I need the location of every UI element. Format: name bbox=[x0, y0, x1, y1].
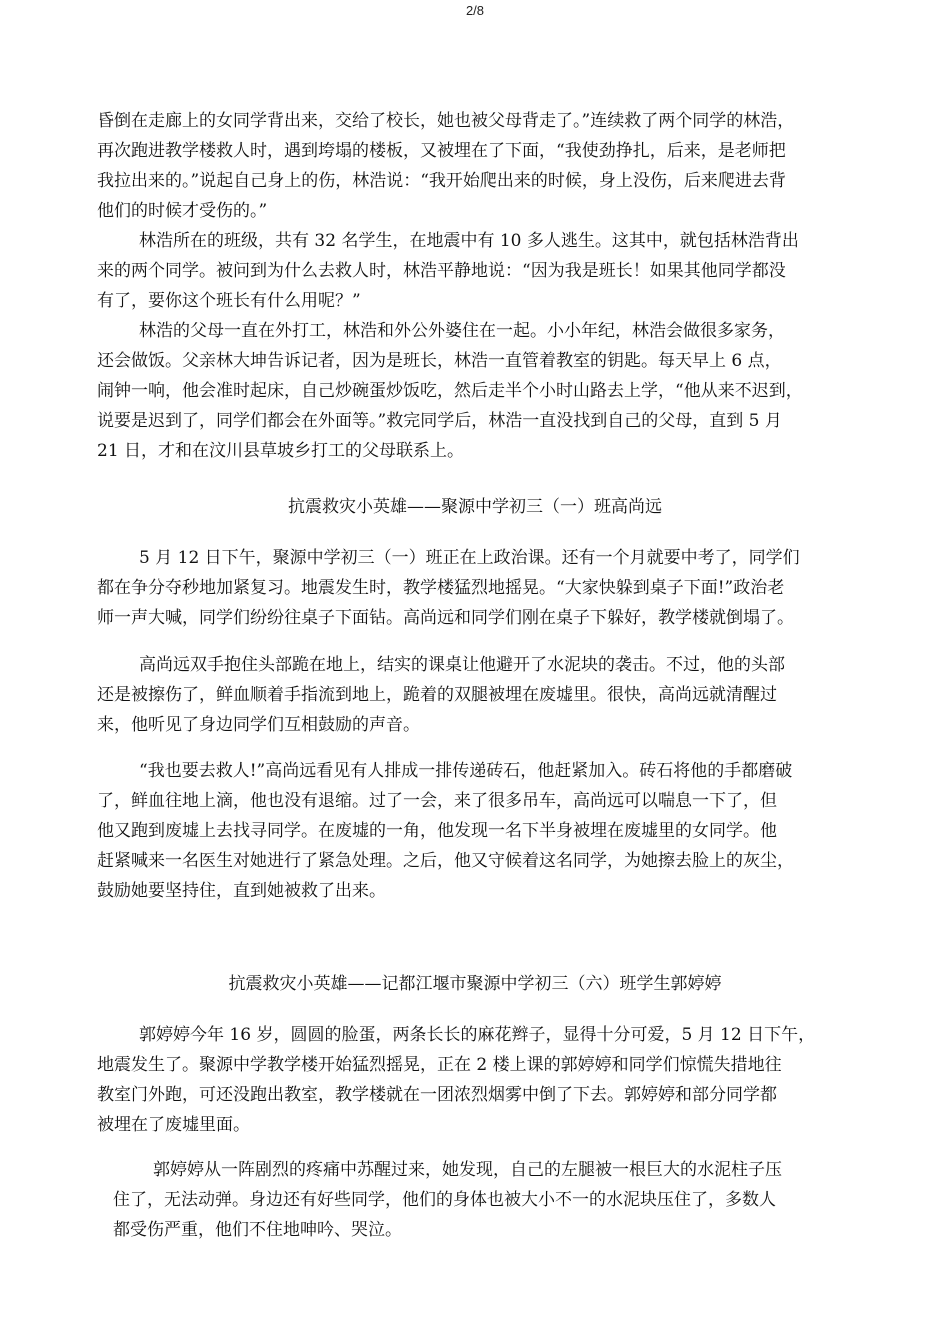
text-line: 来的两个同学。被问到为什么去救人时，林浩平静地说：“因为我是班长！如果其他同学都没 bbox=[97, 261, 786, 281]
text-line: 闹钟一响，他会准时起床，自己炒碗蛋炒饭吃，然后走半个小时山路去上学，“他从来不迟到， bbox=[97, 381, 803, 401]
story1-paragraph-1 bbox=[97, 106, 794, 226]
text-line: 郭婷婷今年 16 岁，圆圆的脸蛋，两条长长的麻花辫子，显得十分可爱，5 月 12 日下午， bbox=[139, 1025, 816, 1045]
text-line: 赶紧喊来一名医生对她进行了紧急处理。之后，他又守候着这名同学，为她擦去脸上的灰尘， bbox=[97, 851, 794, 871]
story3-paragraph-1 bbox=[97, 1020, 815, 1140]
text-line: 林浩所在的班级，共有 32 名学生，在地震中有 10 多人逃生。这其中，就包括林浩背出 bbox=[139, 231, 799, 251]
text-line: 说要是迟到了，同学们都会在外面等。”救完同学后，林浩一直没找到自己的父母，直到 5 月 bbox=[97, 411, 782, 431]
text-line: 都在争分夺秒地加紧复习。地震发生时，教学楼猛烈地摇晃。“大家快躲到桌子下面!”政治老 bbox=[97, 578, 785, 598]
text-line: 林浩的父母一直在外打工，林浩和外公外婆住在一起。小小年纪，林浩会做很多家务， bbox=[139, 321, 785, 341]
text-line: 还是被擦伤了，鲜血顺着手指流到地上，跪着的双腿被埋在废墟里。很快，高尚远就清醒过 bbox=[97, 685, 777, 705]
page-number: 2/8 bbox=[465, 3, 485, 18]
text-line: 住了，无法动弹。身边还有好些同学，他们的身体也被大小不一的水泥块压住了，多数人 bbox=[113, 1190, 776, 1210]
text-line: 有了，要你这个班长有什么用呢？” bbox=[97, 291, 361, 311]
text-line: 地震发生了。聚源中学教学楼开始猛烈摇晃，正在 2 楼上课的郭婷婷和同学们惊慌失措地往 bbox=[97, 1055, 782, 1075]
text-line: 鼓励她要坚持住，直到她被救了出来。 bbox=[97, 881, 386, 901]
text-line: 昏倒在走廊上的女同学背出来，交给了校长，她也被父母背走了。”连续救了两个同学的林浩， bbox=[97, 111, 795, 131]
text-line: 了，鲜血往地上滴，他也没有退缩。过了一会，来了很多吊车，高尚远可以喘息一下了，但 bbox=[97, 791, 777, 811]
text-line: 还会做饭。父亲林大坤告诉记者，因为是班长，林浩一直管着教室的钥匙。每天早上 6 点， bbox=[97, 351, 782, 371]
text-line: 都受伤严重，他们不住地呻吟、哭泣。 bbox=[113, 1220, 402, 1240]
text-line: 21 日，才和在汶川县草坡乡打工的父母联系上。 bbox=[97, 441, 465, 461]
text-line: 我拉出来的。”说起自己身上的伤，林浩说：“我开始爬出来的时候，身上没伤，后来爬进去背 bbox=[97, 171, 786, 191]
text-line: 他又跑到废墟上去找寻同学。在废墟的一角，他发现一名下半身被埋在废墟里的女同学。他 bbox=[97, 821, 777, 841]
text-line: 高尚远双手抱住头部跪在地上，结实的课桌让他避开了水泥块的袭击。不过，他的头部 bbox=[139, 655, 785, 675]
text-line: “我也要去救人!”高尚远看见有人排成一排传递砖石，他赶紧加入。砖石将他的手都磨破 bbox=[139, 761, 793, 781]
story2-paragraph-2 bbox=[97, 650, 785, 740]
story2-paragraph-3 bbox=[97, 756, 794, 906]
text-line: 来，他听见了身边同学们互相鼓励的声音。 bbox=[97, 715, 420, 735]
text-line: 再次跑进教学楼救人时，遇到垮塌的楼板，又被埋在了下面，“我使劲挣扎，后来，是老师把 bbox=[97, 141, 786, 161]
story1-paragraph-3 bbox=[97, 316, 803, 466]
text-line: 教室门外跑，可还没跑出教室，教学楼就在一团浓烈烟雾中倒了下去。郭婷婷和部分同学都 bbox=[97, 1085, 777, 1105]
text-line: 被埋在了废墟里面。 bbox=[97, 1115, 250, 1135]
story2-paragraph-1 bbox=[97, 543, 800, 633]
story3-paragraph-2 bbox=[113, 1155, 782, 1245]
text-line: 郭婷婷从一阵剧烈的疼痛中苏醒过来，她发现，自己的左腿被一根巨大的水泥柱子压 bbox=[153, 1160, 782, 1180]
text-line: 他们的时候才受伤的。” bbox=[97, 201, 268, 221]
text-line: 5 月 12 日下午，聚源中学初三（一）班正在上政治课。还有一个月就要中考了，同学们 bbox=[139, 548, 800, 568]
story1-paragraph-2 bbox=[97, 226, 799, 316]
text-line: 师一声大喊，同学们纷纷往桌子下面钻。高尚远和同学们刚在桌子下躲好，教学楼就倒塌了。 bbox=[97, 608, 794, 628]
story3-title: 抗震救灾小英雄——记都江堰市聚源中学初三（六）班学生郭婷婷 bbox=[228, 974, 722, 994]
story2-title: 抗震救灾小英雄——聚源中学初三（一）班高尚远 bbox=[288, 497, 662, 517]
